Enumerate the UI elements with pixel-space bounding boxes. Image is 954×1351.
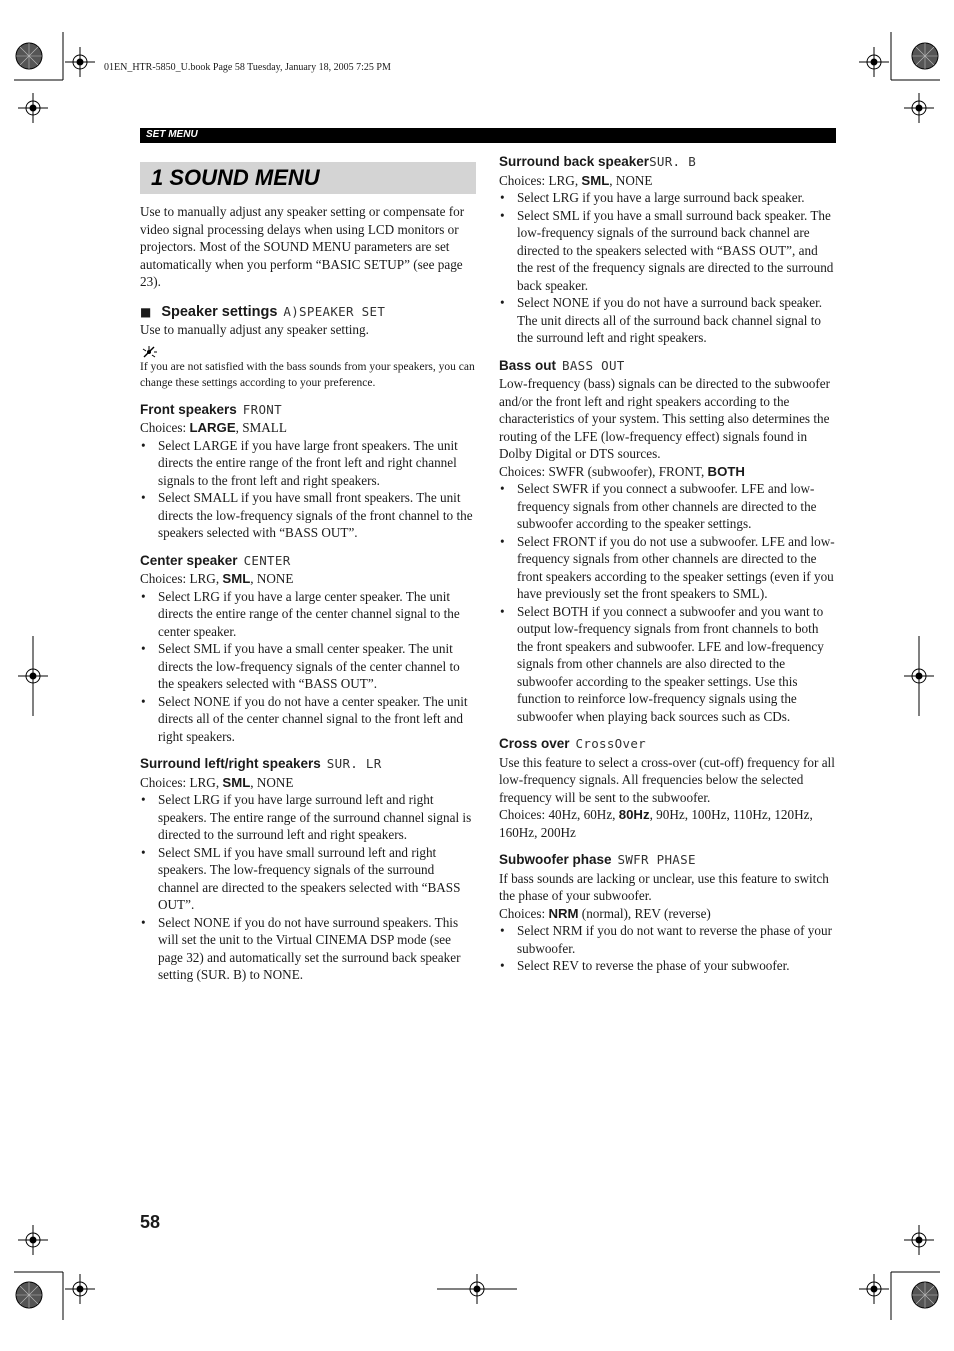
lcd-sur-lr: SUR. LR (326, 756, 382, 771)
bass-out-desc: Low-frequency (bass) signals can be directed to the subwoofer and/or the front left and right speakers according to the characteristics of your system. This setting also determines the routing of the LFE (low-frequency effect) signals found in Dolby Digital or DTS sources. (499, 376, 831, 461)
lcd-sur-b: SUR. B (649, 154, 697, 169)
list-item: • Select FRONT if you do not use a subwoofer. LFE and low-frequency signals from other channels are directed to the front speakers according to the speaker settings (even if you have previously set the front speakers to SML). (499, 533, 836, 603)
page-title: 1 SOUND MENU (151, 165, 320, 190)
speaker-settings-desc: Use to manually adjust any speaker setting. (140, 322, 369, 337)
tip-text: If you are not satisfied with the bass sounds from your speakers, you can change these settings according to your preference. (140, 360, 475, 389)
crossover-desc: Use this feature to select a cross-over (cut-off) frequency for all low-frequency signals. All frequencies below the selected frequency will be sent to the subwoofer. (499, 754, 835, 805)
lcd-crossover: CrossOver (575, 736, 646, 751)
square-bullet-icon: ■ (140, 304, 152, 319)
center-bullets (140, 588, 476, 746)
surround-back-bullets (499, 189, 836, 347)
lcd-center: CENTER (243, 552, 291, 568)
list-item: • Select SML if you have a small center speaker. The unit directs the low-frequency signals of the center channel to the speakers selected with “BASS OUT”. (140, 640, 476, 693)
crossover-heading: Cross over CrossOver (499, 736, 646, 751)
intro-text: Use to manually adjust any speaker setting or compensate for video signal processing delays when using LCD monitors or projectors. Most of the SOUND MENU parameters are set automatically when you perform “BASIC SETUP” (see page 23). (140, 204, 465, 289)
subwoofer-phase-heading: Subwoofer phase SWFR PHASE (499, 852, 696, 867)
list-item: • Select SMALL if you have small front speakers. The unit directs the low-frequency signals of the front channel to the speakers selected with “BASS OUT”. (140, 489, 476, 542)
lcd-speaker-set: A)SPEAKER SET (283, 303, 386, 319)
front-choices: Choices: LARGE, SMALL (140, 420, 287, 435)
surround-lr-choices: Choices: LRG, SML, NONE (140, 774, 294, 790)
subwoofer-phase-bullets (499, 922, 836, 975)
surround-back-choices: Choices: LRG, SML, NONE (499, 172, 653, 188)
list-item: • Select NONE if you do not have a surround back speaker. The unit directs all of the surround back channel signal to the surround left and right speakers. (499, 294, 836, 347)
page-title-box (140, 162, 476, 194)
left-column (140, 203, 476, 984)
list-item: • Select LRG if you have large surround left and right speakers. The entire range of the surround channel signal is directed to the surround left and right speakers. (140, 791, 476, 844)
section-label: SET MENU (146, 129, 198, 140)
file-info-line: 01EN_HTR-5850_U.book Page 58 Tuesday, January 18, 2005 7:25 PM (104, 62, 391, 73)
front-bullets (140, 437, 476, 542)
lcd-front: FRONT (242, 401, 282, 417)
section-header-bar (140, 128, 836, 143)
list-item: • Select NONE if you do not have surround speakers. This will set the unit to the Virtual CINEMA DSP mode (see page 32) and automatically set the surround back speaker setting (SUR. B) to NONE. (140, 914, 476, 984)
list-item: • Select NONE if you do not have a center speaker. The unit directs all of the center channel signal to the front left and right speakers. (140, 693, 476, 746)
bass-out-heading: Bass out BASS OUT (499, 357, 625, 373)
surround-lr-heading: Surround left/right speakers SUR. LR (140, 756, 382, 771)
list-item: • Select NRM if you do not want to reverse the phase of your subwoofer. (499, 922, 836, 957)
front-speakers-heading: Front speakers FRONT (140, 401, 282, 417)
subwoofer-phase-desc: If bass sounds are lacking or unclear, use this feature to switch the phase of your subwoofer. (499, 870, 829, 903)
list-item: • Select LRG if you have a large surround back speaker. (499, 189, 836, 207)
lcd-swfr-phase: SWFR PHASE (617, 852, 696, 867)
register-mark-icon (65, 47, 95, 77)
subwoofer-phase-choices: Choices: NRM (normal), REV (reverse) (499, 905, 711, 921)
list-item: • Select SWFR if you connect a subwoofer. LFE and low-frequency signals from other channels are directed to the subwoofer according to the speaker settings. (499, 480, 836, 533)
right-column (499, 143, 836, 975)
crossover-choices: Choices: 40Hz, 60Hz, 80Hz, 90Hz, 100Hz, 110Hz, 120Hz, 160Hz, 200Hz (499, 807, 813, 840)
list-item: • Select SML if you have a small surround back speaker. The low-frequency signals of the surround back channel are directed to the speakers selected with “BASS OUT”, and the rest of the frequency signals are directed to the surround back speaker. (499, 207, 836, 295)
page-number: 58 (140, 1212, 161, 1232)
bass-out-choices: Choices: SWFR (subwoofer), FRONT, BOTH (499, 463, 745, 479)
list-item: • Select BOTH if you connect a subwoofer and you want to output low-frequency signals from front channels to both the front speakers and subwoofer. LFE and low-frequency signals from other channels are also directed to the subwoofer according to the speaker settings. Use this function to reinforce low-frequency signals using the subwoofer when playing back sources such as CDs. (499, 603, 836, 726)
surround-back-heading: Surround back speakerSUR. B (499, 154, 697, 169)
bass-out-bullets (499, 480, 836, 725)
list-item: • Select SML if you have small surround left and right speakers. The low-frequency signals of the surround channel are directed to the speakers selected with “BASS OUT”. (140, 844, 476, 914)
tip-icon (140, 345, 476, 359)
surround-lr-bullets (140, 791, 476, 984)
list-item: • Select LARGE if you have large front speakers. The unit directs the entire range of the front left and right channel signals to the front left and right speakers. (140, 437, 476, 490)
list-item: • Select LRG if you have a large center speaker. The unit directs the entire range of the center channel signal to the center speaker. (140, 588, 476, 641)
list-item: • Select REV to reverse the phase of your subwoofer. (499, 957, 836, 975)
lcd-bass-out: BASS OUT (562, 357, 625, 373)
speaker-settings-heading: ■ Speaker settings A)SPEAKER SET (140, 303, 386, 320)
center-choices: Choices: LRG, SML, NONE (140, 571, 294, 586)
center-speaker-heading: Center speaker CENTER (140, 552, 291, 568)
